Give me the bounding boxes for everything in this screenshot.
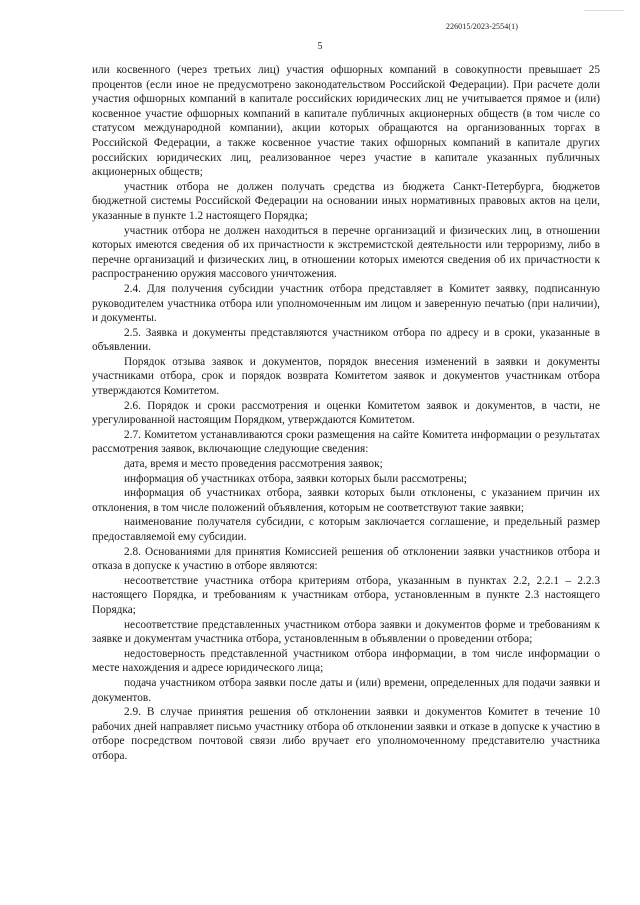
- paragraph: информация об участниках отбора, заявки которых были рассмотрены;: [124, 472, 467, 485]
- paragraph: несоответствие участника отбора критериям отбора, указанным в пунктах 2.2, 2.2.1 – 2.2.3 настоящего Порядка, и требованиям к участникам отбора, установленным в пункте 2.3 настоящего Порядка;: [92, 574, 600, 616]
- paragraph: подача участником отбора заявки после даты и (или) времени, определенных для подачи заявки и документов.: [92, 676, 600, 704]
- page-number: 5: [317, 41, 323, 52]
- document-body: [92, 63, 600, 764]
- paragraph: участник отбора не должен находиться в перечне организаций и физических лиц, в отношении которых имеются сведения об их причастности к экстремистской деятельности или терроризму, либо в перечне организаций и физических лиц, в отношении которых имеются сведения об их причастности к распространению оружия массового уничтожения.: [92, 224, 600, 281]
- paragraph: недостоверность представленной участником отбора информации, в том числе информации о месте нахождения и адресе юридического лица;: [92, 647, 600, 675]
- paragraph: 2.9. В случае принятия решения об отклонении заявки и документов Комитет в течение 10 рабочих дней направляет письмо участнику отбора об отклонении заявки и отказе в допуске к участию в отборе посредством почтовой связи либо вручает его уполномоченному представителю участника отбора.: [92, 706, 600, 762]
- paragraph: или косвенного (через третьих лиц) участия офшорных компаний в совокупности превышает 25 процентов (если иное не предусмотрено законодательством Российской Федерации). При расчете доли участия офшорных компаний в капитале российских юридических лиц не учитывается прямое и (или) косвенное участие офшорных компаний в капитале публичных акционерных обществ (в том числе со статусом международной компании), акции которых обращаются на организованных торгах в Российской Федерации, а также косвенное участие таких офшорных компаний в капитале других российских юридических лиц, реализованное через участие в капитале указанных публичных акционерных обществ;: [92, 64, 600, 179]
- paragraph: 2.7. Комитетом устанавливаются сроки размещения на сайте Комитета информации о результатах рассмотрения заявок, включающие следующие сведения:: [92, 428, 600, 456]
- paragraph: 2.6. Порядок и сроки рассмотрения и оценки Комитетом заявок и документов, в части, не урегулированной настоящим Порядком, утверждаются Комитетом.: [92, 399, 600, 427]
- paragraph: несоответствие представленных участником отбора заявки и документов форме и требованиям к заявке и документам участника отбора, установленным в объявлении о проведении отбора;: [92, 618, 600, 646]
- paragraph: 2.4. Для получения субсидии участник отбора представляет в Комитет заявку, подписанную руководителем участника отбора или уполномоченным им лицом и заверенную печатью (при наличии), и документы.: [92, 282, 600, 325]
- paragraph: дата, время и место проведения рассмотрения заявок;: [124, 458, 383, 471]
- paragraph: 2.8. Основаниями для принятия Комиссией решения об отклонении заявки участников отбора и отказа в допуске к участию в отборе являются:: [92, 545, 600, 573]
- paragraph: Порядок отзыва заявок и документов, порядок внесения изменений в заявки и документы участниками отбора, срок и порядок возврата Комитетом заявок и документов участникам отбора утверждаются Комитетом.: [92, 355, 600, 398]
- paragraph: наименование получателя субсидии, с которым заключается соглашение, и предельный размер предоставляемой ему субсидии.: [92, 516, 600, 543]
- scan-mark: [584, 10, 624, 11]
- paragraph: информация об участниках отбора, заявки которых были отклонены, с указанием причин их отклонения, в том числе положений объявления, которым не соответствуют такие заявки;: [92, 487, 600, 514]
- paragraph: 2.5. Заявка и документы представляются участником отбора по адресу и в сроки, указанные в объявлении.: [92, 326, 600, 354]
- paragraph: участник отбора не должен получать средства из бюджета Санкт-Петербурга, бюджетов бюджетной системы Российской Федерации на основании иных нормативных правовых актов на цели, указанные в пункте 1.2 настоящего Порядка;: [92, 180, 600, 222]
- document-id: 226015/2023-2554(1): [445, 22, 518, 31]
